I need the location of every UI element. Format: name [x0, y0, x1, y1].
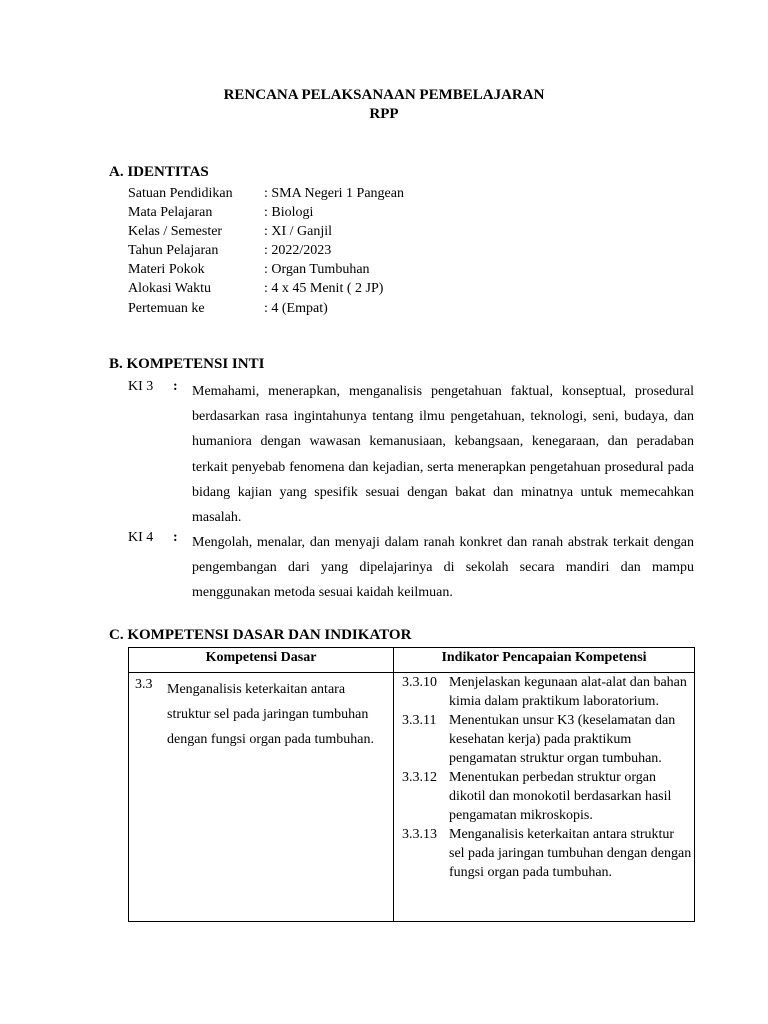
identity-value: : Organ Tumbuhan	[264, 262, 370, 277]
identity-row	[128, 184, 404, 203]
section-heading-identitas: A. IDENTITAS	[109, 164, 209, 180]
indikator-item	[394, 825, 694, 882]
kd-text: Menganalisis keterkaitan antara struktur sel pada jaringan tumbuhan dengan fungsi organ pada tumbuhan.	[167, 682, 374, 747]
ki-text: Mengolah, menalar, dan menyaji dalam ranah konkret dan ranah abstrak terkait dengan pengembangan dari yang dipelajarinya di sekolah secara mandiri dan mampu menggunakan metoda sesuai kaidah keilmuan.	[192, 535, 694, 601]
identity-label: Satuan Pendidikan	[128, 186, 233, 201]
indikator-number: 3.3.10	[402, 675, 437, 690]
ki-colon: :	[173, 530, 178, 545]
indikator-text: Menentukan perbedan struktur organ dikotil dan monokotil berdasarkan hasil pengamatan mikroskopis.	[449, 770, 672, 823]
document-title: RENCANA PELAKSANAAN PEMBELAJARAN	[223, 87, 545, 103]
table-row	[129, 673, 695, 922]
identity-label: Materi Pokok	[128, 262, 205, 277]
kd-indikator-table	[128, 647, 695, 922]
kd-cell	[129, 673, 394, 922]
identity-label: Alokasi Waktu	[128, 281, 211, 296]
indikator-number: 3.3.12	[402, 770, 437, 785]
kd-number: 3.3	[135, 677, 153, 692]
identity-row	[128, 299, 328, 318]
indikator-cell	[394, 673, 695, 922]
column-header-kompetensi-dasar: Kompetensi Dasar	[129, 648, 394, 673]
section-heading-kompetensi-dasar: C. KOMPETENSI DASAR DAN INDIKATOR	[109, 627, 412, 643]
identity-value: : 4 (Empat)	[264, 301, 328, 316]
identity-row	[128, 279, 383, 298]
section-heading-kompetensi-inti: B. KOMPETENSI INTI	[109, 356, 265, 372]
identity-label: Kelas / Semester	[128, 224, 223, 239]
identity-row	[128, 241, 331, 260]
indikator-number: 3.3.13	[402, 827, 437, 842]
identity-label: Mata Pelajaran	[128, 205, 213, 220]
ki-colon: :	[173, 379, 178, 394]
identity-label: Tahun Pelajaran	[128, 243, 219, 258]
table-header-row	[129, 648, 695, 673]
identity-value: : SMA Negeri 1 Pangean	[264, 186, 404, 201]
identity-value: : XI / Ganjil	[264, 224, 333, 239]
identity-value: : 4 x 45 Menit ( 2 JP)	[264, 281, 384, 296]
identity-value: : 2022/2023	[264, 243, 332, 258]
ki-text: Memahami, menerapkan, menganalisis pengetahuan faktual, konseptual, prosedural berdasarkan rasa ingintahunya tentang ilmu pengetahuan, teknologi, seni, budaya, dan humaniora dengan wawasan kemanusiaan, kebangsaan, kenegaraan, dan peradaban terkait penyebab fenomena dan kejadian, serta menerapkan pengetahuan prosedural pada bidang kajian yang spesifik sesuai dengan bakat dan minatnya untuk memecahkan masalah.	[192, 384, 694, 526]
identity-row	[128, 260, 370, 279]
column-header-indikator: Indikator Pencapaian Kompetensi	[394, 648, 695, 673]
identity-value: : Biologi	[264, 205, 314, 220]
identity-row	[128, 222, 332, 241]
indikator-item	[394, 711, 694, 768]
indikator-text: Menjelaskan kegunaan alat-alat dan bahan kimia dalam praktikum laboratorium.	[449, 675, 687, 709]
indikator-number: 3.3.11	[402, 713, 437, 728]
ki-code: KI 3	[128, 379, 154, 394]
identity-label: Pertemuan ke	[128, 301, 205, 316]
document-subtitle: RPP	[369, 106, 399, 122]
ki-code: KI 4	[128, 530, 154, 545]
indikator-text: Menentukan unsur K3 (keselamatan dan kesehatan kerja) pada praktikum pengamatan struktur organ tumbuhan.	[449, 713, 676, 766]
indikator-text: Menganalisis keterkaitan antara struktur sel pada jaringan tumbuhan dengan dengan fungsi organ pada tumbuhan.	[449, 827, 692, 880]
identity-row	[128, 203, 313, 222]
indikator-item	[394, 768, 694, 825]
indikator-item	[394, 673, 694, 711]
